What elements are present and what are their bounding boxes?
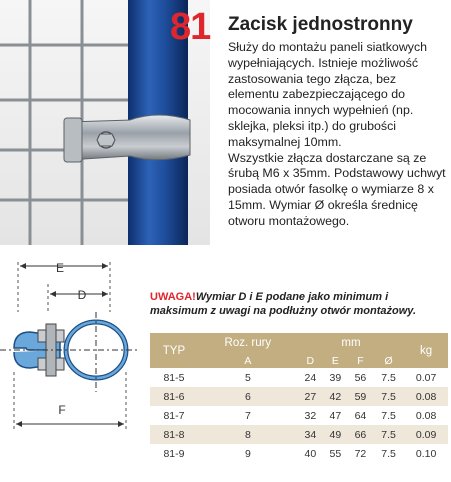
cell-d: 27 bbox=[298, 387, 323, 406]
subheader-e: E bbox=[323, 353, 348, 368]
product-number: 81 bbox=[170, 6, 211, 48]
cell-d: 34 bbox=[298, 425, 323, 444]
specification-table bbox=[150, 333, 448, 463]
dimension-f-label: F bbox=[58, 403, 66, 417]
product-description bbox=[228, 40, 448, 230]
cell-diameter: 7.5 bbox=[373, 406, 404, 425]
cell-e: 42 bbox=[323, 387, 348, 406]
cell-f: 56 bbox=[348, 368, 373, 387]
warning-text: Wymiar D i E podane jako minimum i maksimum z uwagi na podłużny otwór montażowy. bbox=[150, 291, 417, 317]
cell-d: 32 bbox=[298, 406, 323, 425]
table-row bbox=[150, 387, 448, 406]
cell-kg: 0.07 bbox=[404, 368, 448, 387]
cell-f: 64 bbox=[348, 406, 373, 425]
cell-f: 72 bbox=[348, 444, 373, 463]
subheader-d: D bbox=[298, 353, 323, 368]
cell-e: 49 bbox=[323, 425, 348, 444]
header-mm: mm bbox=[298, 333, 404, 353]
cell-typ: 81-9 bbox=[150, 444, 198, 463]
subheader-a: A bbox=[198, 353, 298, 368]
product-title: Zacisk jednostronny bbox=[228, 14, 413, 35]
cell-kg: 0.09 bbox=[404, 425, 448, 444]
cell-typ: 81-6 bbox=[150, 387, 198, 406]
header-kg: kg bbox=[404, 333, 448, 368]
cell-a: 8 bbox=[198, 425, 298, 444]
description-paragraph-1: Służy do montażu paneli siatkowych wypełniających. Istnieje możliwość zastosowania tego złącza, bez elementu zabezpieczającego do mocowania innych wypełnień (np. sklejka, pleksi itp.) do grubości maksymalnej 10mm. bbox=[228, 40, 428, 149]
cell-kg: 0.10 bbox=[404, 444, 448, 463]
dimension-e-label: E bbox=[55, 261, 65, 275]
warning-label: UWAGA! bbox=[150, 291, 196, 303]
dimension-d-label: D bbox=[77, 288, 87, 302]
table-row bbox=[150, 368, 448, 387]
cell-diameter: 7.5 bbox=[373, 444, 404, 463]
header-typ: TYP bbox=[150, 333, 198, 368]
cell-kg: 0.08 bbox=[404, 387, 448, 406]
subheader-f: F bbox=[348, 353, 373, 368]
cell-a: 5 bbox=[198, 368, 298, 387]
subheader-diameter: Ø bbox=[373, 353, 404, 368]
cell-e: 55 bbox=[323, 444, 348, 463]
table-row bbox=[150, 406, 448, 425]
cell-e: 39 bbox=[323, 368, 348, 387]
table-row bbox=[150, 444, 448, 463]
cell-a: 6 bbox=[198, 387, 298, 406]
cell-diameter: 7.5 bbox=[373, 368, 404, 387]
cell-f: 66 bbox=[348, 425, 373, 444]
header-roz: Roz. rury bbox=[198, 333, 298, 353]
cell-typ: 81-5 bbox=[150, 368, 198, 387]
cell-diameter: 7.5 bbox=[373, 425, 404, 444]
cell-diameter: 7.5 bbox=[373, 387, 404, 406]
table-row bbox=[150, 425, 448, 444]
cell-typ: 81-7 bbox=[150, 406, 198, 425]
cell-d: 40 bbox=[298, 444, 323, 463]
cell-typ: 81-8 bbox=[150, 425, 198, 444]
technical-diagram bbox=[0, 252, 145, 477]
description-paragraph-2: Wszystkie złącza dostarczane są ze śrubą M6 x 35mm. Podstawowy uchwyt posiada otwór fasolkę o wymiarze 8 x 15mm. Wymiar Ø określa średnicę otworu montażowego. bbox=[228, 150, 446, 228]
clamp-body bbox=[68, 115, 190, 160]
cell-e: 47 bbox=[323, 406, 348, 425]
cell-kg: 0.08 bbox=[404, 406, 448, 425]
cell-a: 9 bbox=[198, 444, 298, 463]
cell-f: 59 bbox=[348, 387, 373, 406]
cell-a: 7 bbox=[198, 406, 298, 425]
warning-note bbox=[150, 290, 448, 318]
cell-d: 24 bbox=[298, 368, 323, 387]
